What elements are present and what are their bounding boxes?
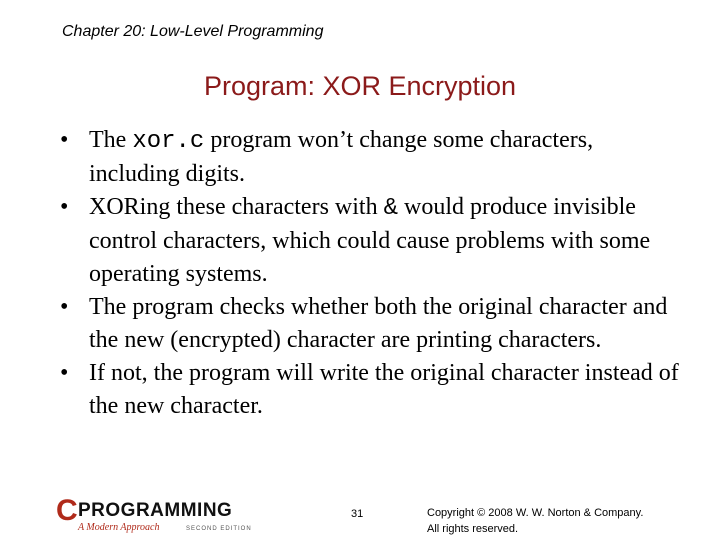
code-span: xor.c [132,128,205,155]
slide-title: Program: XOR Encryption [203,71,517,101]
logo-mark: C [56,494,78,527]
bullet-item [60,124,680,191]
copyright-notice [427,505,643,537]
logo-edition: SECOND EDITION [186,526,252,532]
bullet-list [60,124,680,423]
bullet-item [60,191,680,291]
bullet-item [60,357,680,423]
bullet-text: would produce invisible control characters, which could cause problems with some operating systems. [89,194,651,287]
code-span: & [383,195,398,222]
logo-subtitle: A Modern Approach [78,522,160,533]
copyright-line: Copyright © 2008 W. W. Norton & Company. [427,507,644,519]
logo-wordmark: PROGRAMMING [78,500,233,521]
bullet-text: XORing these characters with [89,194,384,220]
bullet-text: If not, the program will write the original character instead of the new character. [89,360,679,419]
page-number: 31 [351,508,364,520]
copyright-line: All rights reserved. [427,523,519,535]
chapter-header: Chapter 20: Low-Level Programming [62,23,324,40]
bullet-text: The [89,127,133,153]
book-logo [56,496,276,536]
bullet-item [60,291,680,357]
bullet-text: program won’t change some characters, including digits. [89,127,594,187]
bullet-text: The program checks whether both the original character and the new (encrypted) character are printing characters. [89,294,668,353]
